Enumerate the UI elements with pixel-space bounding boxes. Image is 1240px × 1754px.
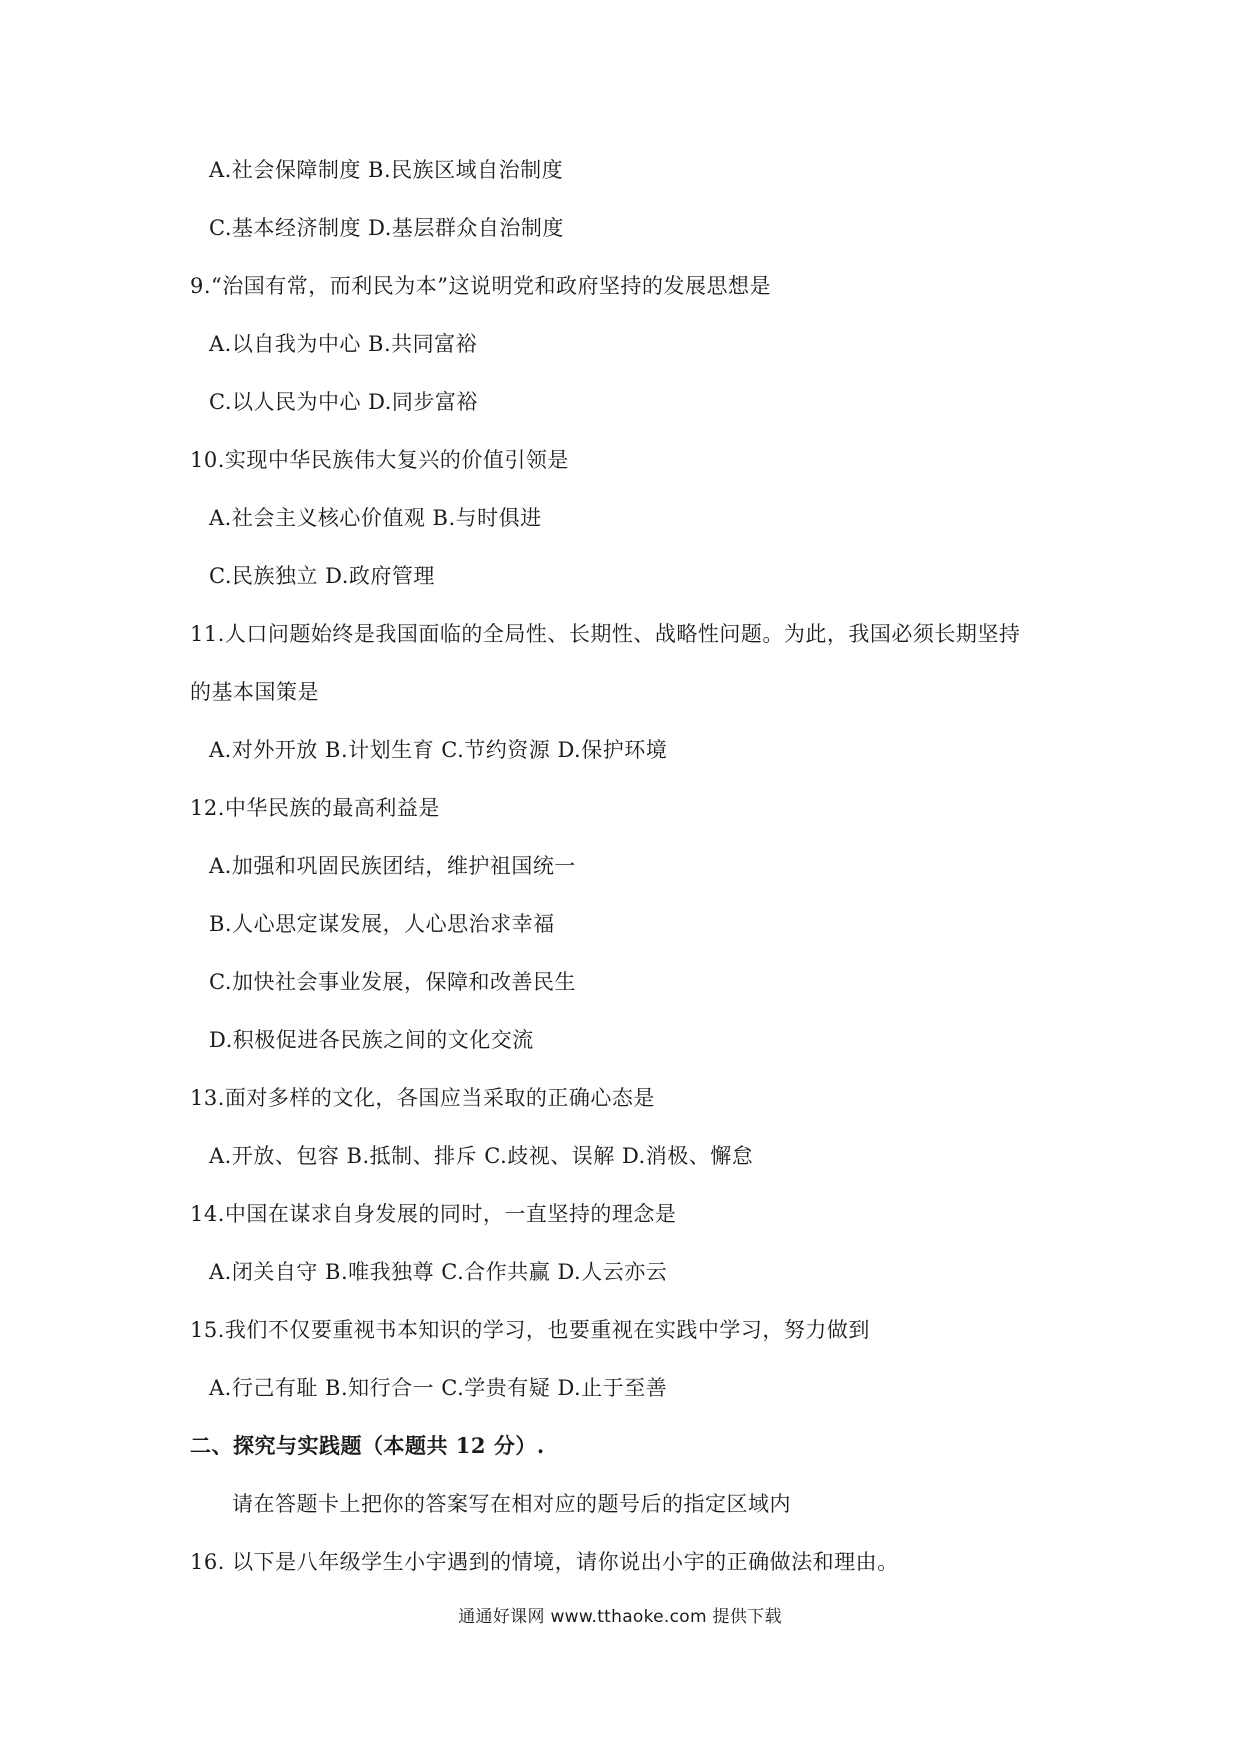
question-10: 10.实现中华民族伟大复兴的价值引领是	[190, 448, 569, 472]
question-11-cont: 的基本国策是	[190, 680, 319, 704]
section-instruction: 请在答题卡上把你的答案写在相对应的题号后的指定区域内	[232, 1492, 791, 1516]
q12-option-b: B.人心思定谋发展，人心思治求幸福	[209, 912, 555, 936]
q10-options-ab: A.社会主义核心价值观 B.与时俱进	[209, 506, 542, 530]
q14-options: A.闭关自守 B.唯我独尊 C.合作共赢 D.人云亦云	[209, 1260, 668, 1284]
page-footer: 通通好课网 www.tthaoke.com 提供下载	[458, 1607, 782, 1627]
question-16: 16. 以下是八年级学生小宇遇到的情境，请你说出小宇的正确做法和理由。	[190, 1550, 899, 1574]
q10-options-cd: C.民族独立 D.政府管理	[209, 564, 435, 588]
question-11: 11.人口问题始终是我国面临的全局性、长期性、战略性问题。为此，我国必须长期坚持	[190, 622, 1021, 646]
q9-options-ab: A.以自我为中心 B.共同富裕	[209, 332, 478, 356]
question-14: 14.中国在谋求自身发展的同时，一直坚持的理念是	[190, 1202, 677, 1226]
q12-option-a: A.加强和巩固民族团结，维护祖国统一	[209, 854, 576, 878]
q12-option-d: D.积极促进各民族之间的文化交流	[209, 1028, 534, 1052]
q9-options-cd: C.以人民为中心 D.同步富裕	[209, 390, 478, 414]
question-12: 12.中华民族的最高利益是	[190, 796, 440, 820]
q12-option-c: C.加快社会事业发展，保障和改善民生	[209, 970, 576, 994]
question-15: 15.我们不仅要重视书本知识的学习，也要重视在实践中学习，努力做到	[190, 1318, 870, 1342]
q15-options: A.行己有耻 B.知行合一 C.学贵有疑 D.止于至善	[209, 1376, 668, 1400]
q8-options-ab: A.社会保障制度 B.民族区域自治制度	[209, 158, 564, 182]
q11-options: A.对外开放 B.计划生育 C.节约资源 D.保护环境	[209, 738, 668, 762]
question-13: 13.面对多样的文化，各国应当采取的正确心态是	[190, 1086, 655, 1110]
q8-options-cd: C.基本经济制度 D.基层群众自治制度	[209, 216, 564, 240]
question-9: 9.“治国有常，而利民为本”这说明党和政府坚持的发展思想是	[190, 274, 772, 298]
section-heading: 二、探究与实践题（本题共 12 分）.	[190, 1433, 545, 1458]
q13-options: A.开放、包容 B.抵制、排斥 C.歧视、误解 D.消极、懈怠	[209, 1144, 754, 1168]
